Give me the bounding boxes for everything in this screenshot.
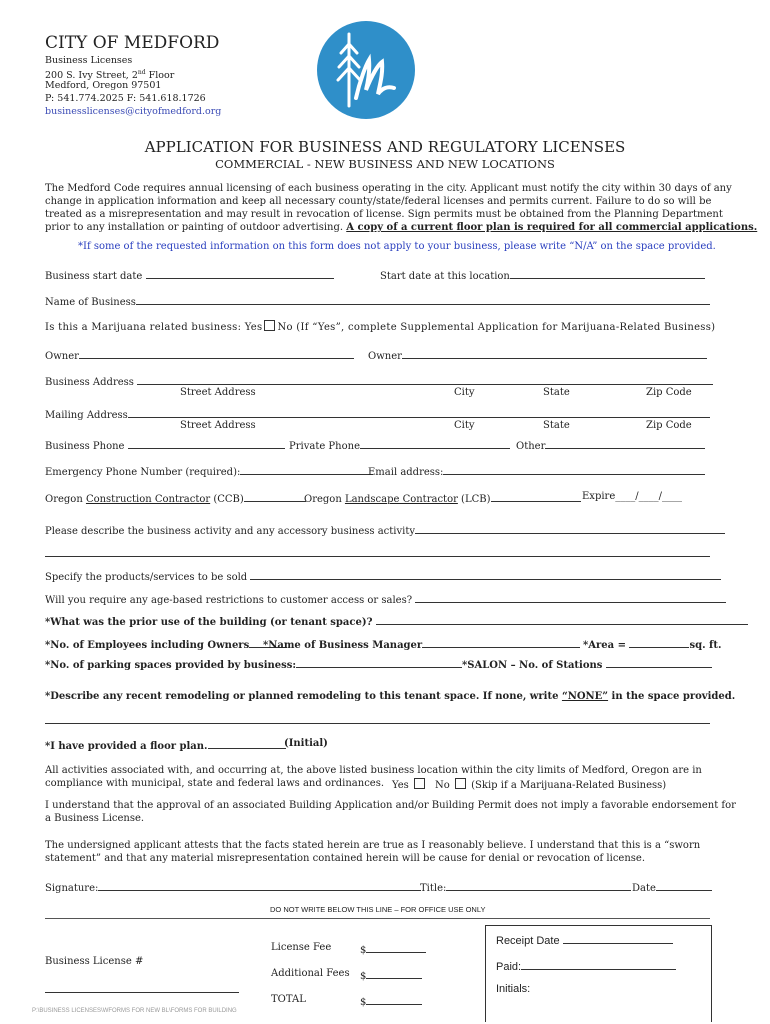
city-logo [316,20,416,120]
mailing-street-label: Street Address [180,420,256,431]
na-note: *If some of the requested information on this form does not apply to your business, please write “N/A” on the space provided. [78,241,716,252]
total-label: TOTAL [271,994,306,1005]
compliance-no-checkbox[interactable] [455,778,466,789]
initial-label: (Initial) [284,738,328,749]
age-restriction-field[interactable]: Will you require any age-based restrictions to customer access or sales? [45,592,726,606]
street-address: 200 S. Ivy Street, 2nd Floor [45,69,175,82]
products-field[interactable]: Specify the products/services to be sold [45,569,721,583]
ccb-field[interactable]: Oregon Construction Contractor (CCB) [45,491,306,505]
additional-fees-label: Additional Fees [271,968,350,979]
business-city-label: City [454,387,475,398]
understand-line-1: I understand that the approval of an associated Building Application and/or Building Permit does not imply a favorable endorsement for [45,800,736,811]
compliance-line-2: compliance with municipal, state and federal laws and ordinances. [45,778,385,789]
attest-line-2: statement” and that any material misrepresentation contained herein will be cause for denial or revocation of license. [45,853,646,864]
phone-fax: P: 541.774.2025 F: 541.618.1726 [45,93,206,104]
compliance-yes-checkbox[interactable] [414,778,425,789]
business-phone-field[interactable]: Business Phone [45,438,285,452]
business-zip-label: Zip Code [646,387,692,398]
intro-line-2: change in application information and keep all necessary county/state/federal licenses and permits current. Failure to do so will be [45,196,712,207]
office-use-banner: DO NOT WRITE BELOW THIS LINE – FOR OFFICE USE ONLY [270,905,486,914]
business-street-label: Street Address [180,387,256,398]
manager-field[interactable]: *Name of Business Manager [263,637,580,651]
paid-field[interactable]: Paid: [496,959,676,973]
describe-activity-field[interactable]: Please describe the business activity and any accessory business activity [45,523,725,537]
parking-field[interactable]: *No. of parking spaces provided by business: [45,657,462,671]
emergency-phone-field[interactable]: Emergency Phone Number (required): [45,464,373,478]
office-divider [45,918,710,919]
lcb-field[interactable]: Oregon Landscape Contractor (LCB) [304,491,581,505]
marijuana-yes-checkbox[interactable] [264,320,275,331]
email-link[interactable]: businesslicenses@cityofmedford.org [45,106,222,117]
city-title: CITY OF MEDFORD [45,33,220,53]
other-phone-field[interactable]: Other [516,438,705,452]
email-field[interactable]: Email address: [368,464,705,478]
area-field[interactable]: *Area = sq. ft. [583,637,721,651]
signature-field[interactable]: Signature: [45,880,421,894]
dept-name: Business Licenses [45,55,133,66]
initials-field[interactable]: Initials: [496,983,531,995]
license-fee-label: License Fee [271,942,332,953]
mailing-state-label: State [543,420,570,431]
total-field[interactable]: $ [360,994,422,1008]
floor-plan-field[interactable]: *I have provided a floor plan. [45,738,286,752]
business-name-field[interactable]: Name of Business [45,294,710,308]
owner-field-2[interactable]: Owner [368,348,707,362]
compliance-yes[interactable]: Yes [392,778,427,791]
intro-line-3: treated as a misrepresentation and may result in revocation of license. Sign permits must be obtained from the Planning Department [45,209,723,220]
mailing-city-label: City [454,420,475,431]
remodel-line[interactable] [45,723,710,724]
private-phone-field[interactable]: Private Phone [289,438,510,452]
owner-field-1[interactable]: Owner [45,348,354,362]
expire-field[interactable]: Expire____/____/____ [582,491,682,502]
additional-fees-field[interactable]: $ [360,968,422,982]
title-field[interactable]: Title: [420,880,631,894]
business-license-number: Business License # [45,956,144,967]
attest-line-1: The undersigned applicant attests that the facts stated herein are true as I reasonably believe. I understand that this is a “sworn [45,840,701,851]
remodel-question: *Describe any recent remodeling or planned remodeling to this tenant space. If none, write “NONE” in the space provided. [45,691,736,702]
describe-activity-line-2[interactable] [45,556,710,557]
date-field[interactable]: Date [632,880,712,894]
footer-path: P:\BUSINESS LICENSES\WFORMS FOR NEW BL\FORMS FOR BUILDING [32,1008,237,1014]
employees-field[interactable]: *No. of Employees including Owners [45,637,287,651]
salon-field[interactable]: *SALON – No. of Stations [462,657,712,671]
form-subtitle: COMMERCIAL - NEW BUSINESS AND NEW LOCATIONS [215,157,555,171]
form-title: APPLICATION FOR BUSINESS AND REGULATORY LICENSES [144,138,626,156]
prior-use-field[interactable]: *What was the prior use of the building (or tenant space)? [45,614,748,628]
license-fee-field[interactable]: $ [360,942,426,956]
start-location-field[interactable]: Start date at this location [380,268,705,282]
start-date-field[interactable]: Business start date [45,268,334,282]
license-number-line[interactable] [45,992,239,993]
business-state-label: State [543,387,570,398]
understand-line-2: a Business License. [45,813,145,824]
marijuana-question: Is this a Marijuana related business: Yes No (If “Yes”, complete Supplemental Application for Marijuana-Related Business) [45,322,716,333]
mailing-zip-label: Zip Code [646,420,692,431]
compliance-no[interactable]: No (Skip if a Marijuana-Related Business) [435,780,667,791]
business-address-field[interactable]: Business Address [45,374,713,388]
mailing-address-field[interactable]: Mailing Address [45,407,710,421]
compliance-line-1: All activities associated with, and occurring at, the above listed business location within the city limits of Medford, Oregon are in [45,765,702,776]
intro-line-4: prior to any installation or painting of outdoor advertising. A copy of a current floor plan is required for all commercial applications. [45,222,758,233]
city-state: Medford, Oregon 97501 [45,80,162,91]
intro-line-1: The Medford Code requires annual licensing of each business operating in the city. Applicant must notify the city within 30 days of any [45,183,732,194]
receipt-date-field[interactable]: Receipt Date [496,933,673,947]
